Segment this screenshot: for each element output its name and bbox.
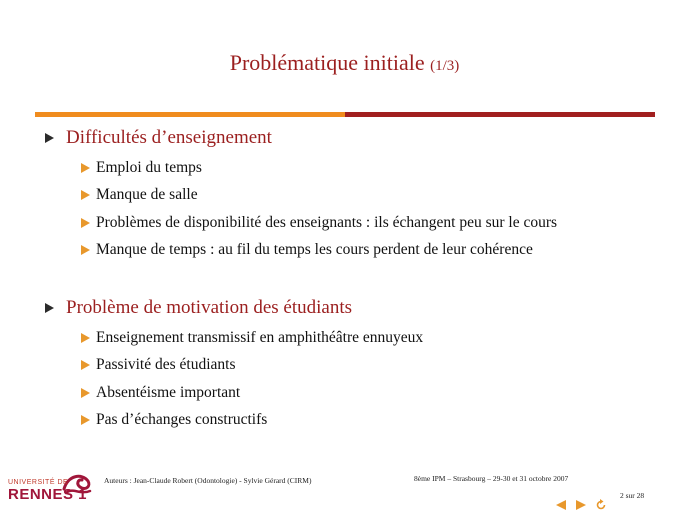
footer-conference: 8ème IPM – Strasbourg – 29-30 et 31 octobre 2007 (414, 474, 569, 483)
slide-footer (0, 455, 689, 517)
next-slide-button[interactable] (574, 498, 588, 512)
logo-text-bottom: RENNES 1 (8, 486, 88, 503)
bullet-triangle-icon (81, 190, 90, 200)
list-item (81, 154, 557, 182)
slide-title (0, 50, 689, 76)
list-item-text: Passivité des étudiants (96, 356, 236, 374)
section-difficultes (45, 126, 557, 264)
list-item-text: Emploi du temps (96, 158, 202, 176)
bullet-triangle-icon (81, 415, 90, 425)
page-counter: 2 sur 28 (620, 491, 645, 500)
list-item (81, 182, 557, 210)
section-heading-text: Problème de motivation des étudiants (66, 297, 353, 318)
title-rule-orange (35, 112, 345, 117)
bullet-triangle-icon (81, 333, 90, 343)
bullet-triangle-icon (81, 218, 90, 228)
bullet-list (81, 154, 557, 264)
list-item (81, 407, 423, 435)
list-item-text: Pas d’échanges constructifs (96, 411, 268, 429)
list-item-text: Manque de salle (96, 186, 198, 204)
slide-navigation (554, 498, 608, 512)
bullet-triangle-icon (81, 245, 90, 255)
bullet-triangle-icon (81, 360, 90, 370)
list-item (81, 237, 557, 265)
return-button[interactable] (594, 498, 608, 512)
previous-slide-button[interactable] (554, 498, 568, 512)
footer-authors: Auteurs : Jean-Claude Robert (Odontologie) - Sylvie Gérard (CIRM) (104, 476, 312, 485)
return-icon (595, 499, 607, 511)
section-motivation (45, 296, 423, 434)
logo-text-top: UNIVERSITÉ DE (8, 479, 69, 486)
list-item (81, 209, 557, 237)
list-item-text: Absentéisme important (96, 383, 241, 401)
bullet-triangle-icon (45, 133, 54, 143)
list-item-text: Problèmes de disponibilité des enseignants : ils échangent peu sur le cours (96, 213, 558, 231)
slide-title-counter: (1/3) (430, 58, 460, 74)
bullet-triangle-icon (81, 163, 90, 173)
bullet-list (81, 324, 423, 434)
list-item-text: Manque de temps : au fil du temps les cours perdent de leur cohérence (96, 241, 533, 259)
bullet-triangle-icon (81, 388, 90, 398)
title-rule-red (345, 112, 655, 117)
list-item-text: Enseignement transmissif en amphithéâtre ennuyeux (96, 328, 424, 346)
list-item (81, 379, 423, 407)
section-heading (45, 296, 423, 320)
list-item (81, 324, 423, 352)
section-heading (45, 126, 557, 150)
arrow-right-icon (575, 499, 587, 511)
list-item (81, 352, 423, 380)
arrow-left-icon (555, 499, 567, 511)
university-logo (8, 469, 92, 507)
section-heading-text: Difficultés d’enseignement (66, 127, 272, 148)
slide-title-text: Problématique initiale (229, 50, 425, 75)
bullet-triangle-icon (45, 303, 54, 313)
